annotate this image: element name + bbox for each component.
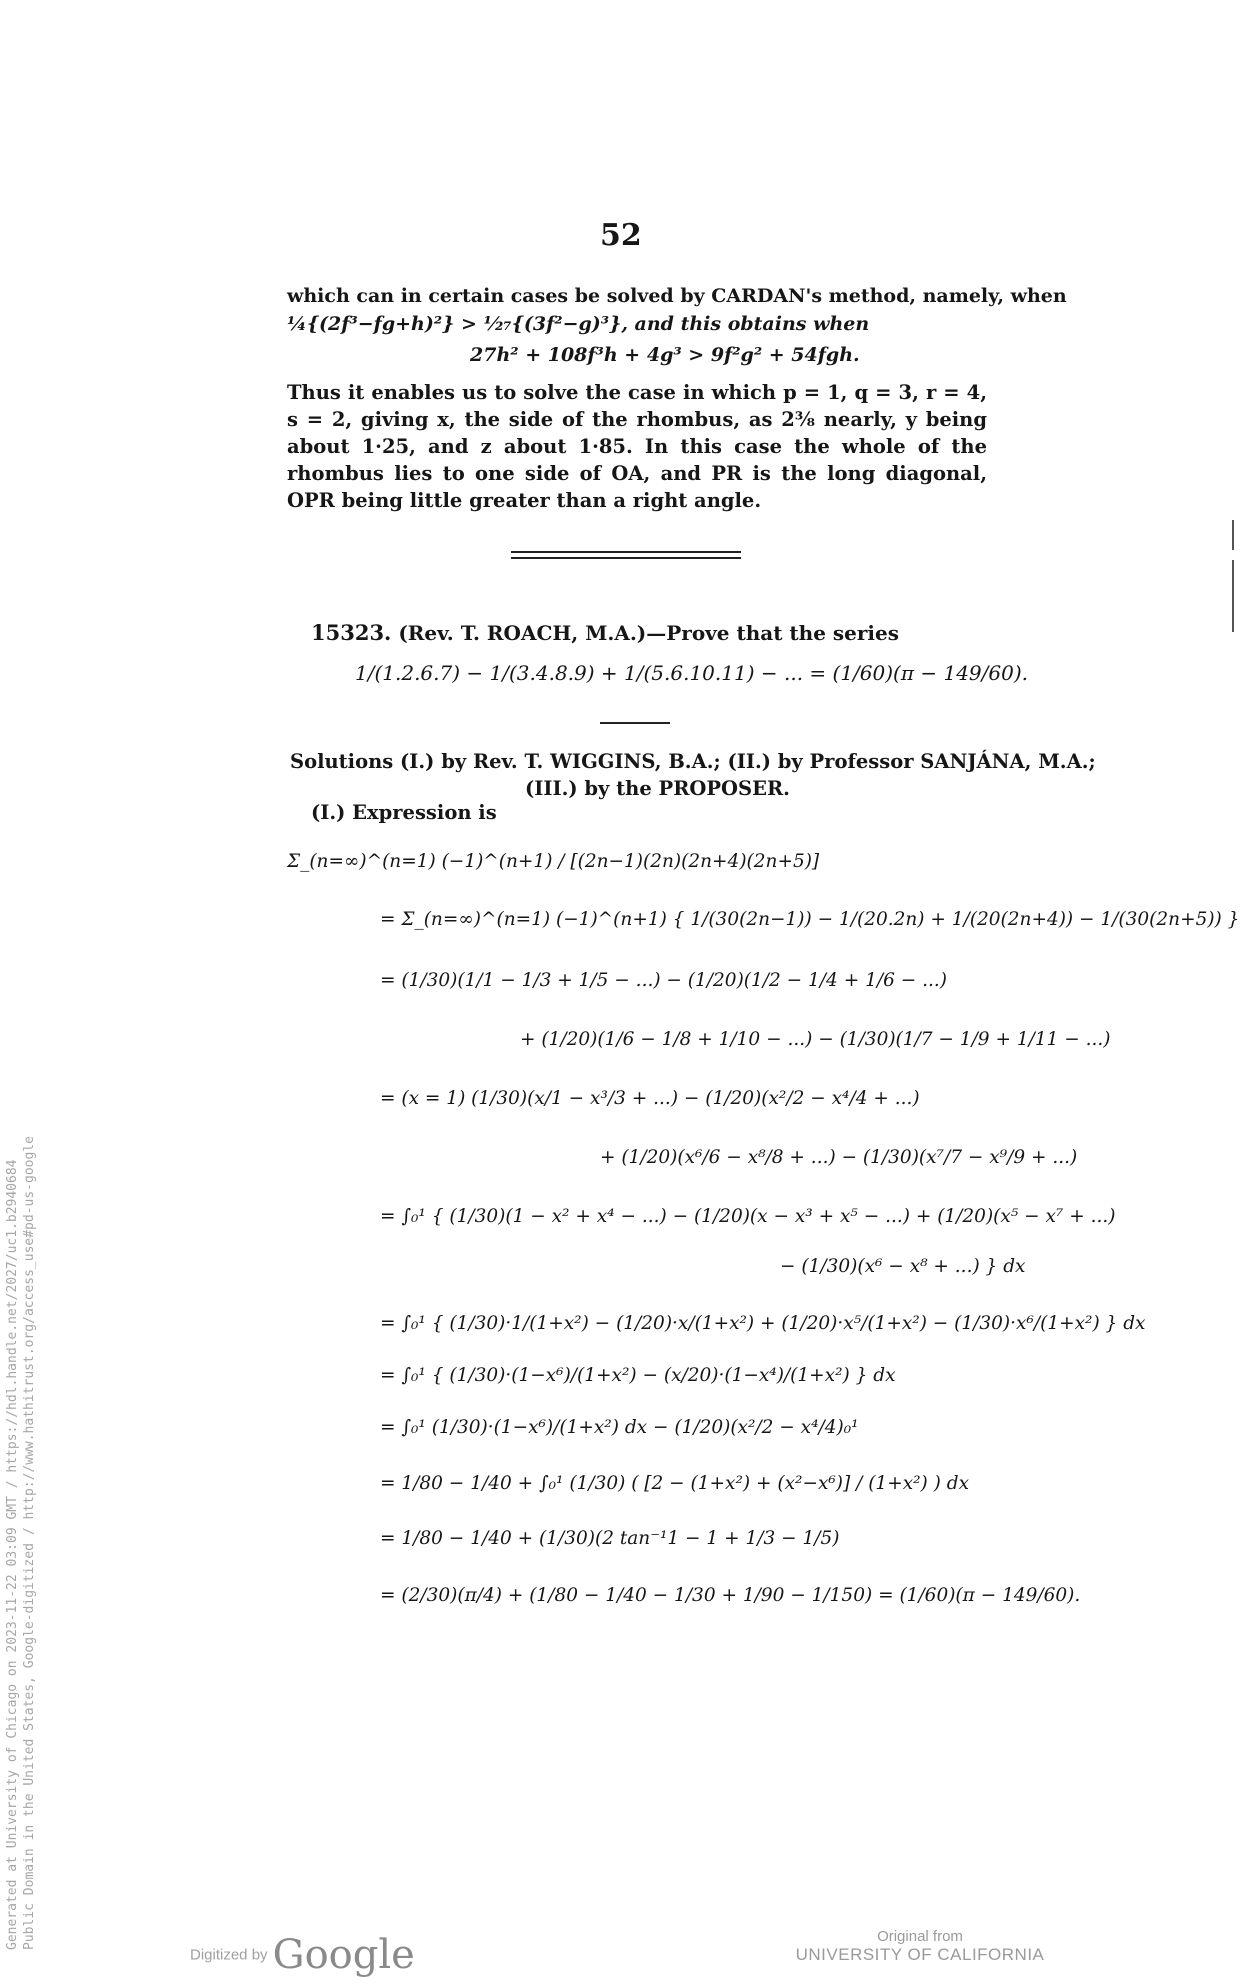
scan-edge-mark xyxy=(1232,560,1234,632)
derivation-line: = (1/30)(1/1 − 1/3 + 1/5 − ...) − (1/20)(1/2 − 1/4 + 1/6 − ...) xyxy=(380,970,947,991)
original-from xyxy=(790,1928,1050,1965)
section-divider xyxy=(511,551,741,559)
problem-heading xyxy=(311,620,899,645)
expression-label: (I.) Expression is xyxy=(311,801,497,824)
derivation-line: = 1/80 − 1/40 + ∫₀¹ (1/30) ( [2 − (1+x²) + (x²−x⁶)] / (1+x²) ) dx xyxy=(380,1473,970,1494)
page-number: 52 xyxy=(600,218,642,253)
hathitrust-stamp xyxy=(4,1136,38,1950)
intro-inequality: 27h² + 108f³h + 4g³ > 9f²g² + 54fgh. xyxy=(470,344,860,366)
derivation-line: = ∫₀¹ (1/30)·(1−x⁶)/(1+x²) dx − (1/20)(x²/2 − x⁴/4)₀¹ xyxy=(380,1417,859,1438)
derivation-line: = (x = 1) (1/30)(x/1 − x³/3 + ...) − (1/20)(x²/2 − x⁴/4 + ...) xyxy=(380,1088,920,1109)
stamp-line-1: Generated at University of Chicago on 2023-11-22 03:09 GMT / https://hdl.handle.net/2027/uc1.b2940684 xyxy=(5,1159,20,1950)
intro-line-1: which can in certain cases be solved by CARDAN's method, namely, when xyxy=(287,285,1067,307)
derivation-line: = ∫₀¹ { (1/30)(1 − x² + x⁴ − ...) − (1/20)(x − x³ + x⁵ − ...) + (1/20)(x⁵ − x⁷ + ...) xyxy=(380,1206,1116,1227)
problem-divider xyxy=(600,722,670,724)
problem-author: (Rev. T. ROACH, M.A.) xyxy=(398,621,647,645)
derivation-line: = 1/80 − 1/40 + (1/30)(2 tan⁻¹1 − 1 + 1/3 − 1/5) xyxy=(380,1528,840,1549)
derivation-line: + (1/20)(1/6 − 1/8 + 1/10 − ...) − (1/30)(1/7 − 1/9 + 1/11 − ...) xyxy=(520,1029,1111,1050)
stamp-line-2: Public Domain in the United States, Google-digitized / http://www.hathitrust.org/access_use#pd-us-google xyxy=(22,1136,37,1950)
scan-edge-mark xyxy=(1232,520,1234,550)
digitized-by-google xyxy=(190,1932,415,1978)
derivation-line: = ∫₀¹ { (1/30)·1/(1+x²) − (1/20)·x/(1+x²) + (1/20)·x⁵/(1+x²) − (1/30)·x⁶/(1+x²) } dx xyxy=(380,1313,1146,1334)
solutions-credit-line-1: Solutions (I.) by Rev. T. WIGGINS, B.A.; (II.) by Professor SANJÁNA, M.A.; xyxy=(290,750,1096,773)
intro-paragraph: Thus it enables us to solve the case in which p = 1, q = 3, r = 4, s = 2, giving x, the side of the rhombus, as 2⅜ nearly, y being about 1·25, and z about 1·85. In this case the whole of the rhombus lies to one side of OA, and PR is the long diagonal, OPR being little greater than a right angle. xyxy=(287,381,987,512)
derivation-line: = (2/30)(π/4) + (1/80 − 1/40 − 1/30 + 1/90 − 1/150) = (1/60)(π − 149/60). xyxy=(380,1585,1081,1606)
derivation-line: = Σ_(n=∞)^(n=1) (−1)^(n+1) { 1/(30(2n−1)) − 1/(20.2n) + 1/(20(2n+4)) − 1/(30(2n+5)) } xyxy=(380,909,1240,930)
google-logo: Google xyxy=(272,1932,415,1978)
problem-number: 15323. xyxy=(311,620,392,645)
original-from-text: Original from xyxy=(877,1928,963,1945)
derivation-line: − (1/30)(x⁶ − x⁸ + ...) } dx xyxy=(780,1256,1026,1277)
digitized-by-text: Digitized by xyxy=(190,1946,268,1964)
derivation-line: Σ_(n=∞)^(n=1) (−1)^(n+1) / [(2n−1)(2n)(2n+4)(2n+5)] xyxy=(287,851,820,872)
problem-text: —Prove that the series xyxy=(646,621,899,645)
derivation-line: = ∫₀¹ { (1/30)·(1−x⁶)/(1+x²) − (x/20)·(1−x⁴)/(1+x²) } dx xyxy=(380,1365,896,1386)
university-name: UNIVERSITY OF CALIFORNIA xyxy=(795,1945,1045,1964)
solutions-credit-line-2: (III.) by the PROPOSER. xyxy=(525,777,790,800)
derivation-line: + (1/20)(x⁶/6 − x⁸/8 + ...) − (1/30)(x⁷/7 − x⁹/9 + ...) xyxy=(600,1147,1078,1168)
problem-series: 1/(1.2.6.7) − 1/(3.4.8.9) + 1/(5.6.10.11) − ... = (1/60)(π − 149/60). xyxy=(355,661,1028,685)
intro-line-2: ¼{(2f³−fg+h)²} > ¹⁄₂₇{(3f²−g)³}, and this obtains when xyxy=(287,313,870,335)
